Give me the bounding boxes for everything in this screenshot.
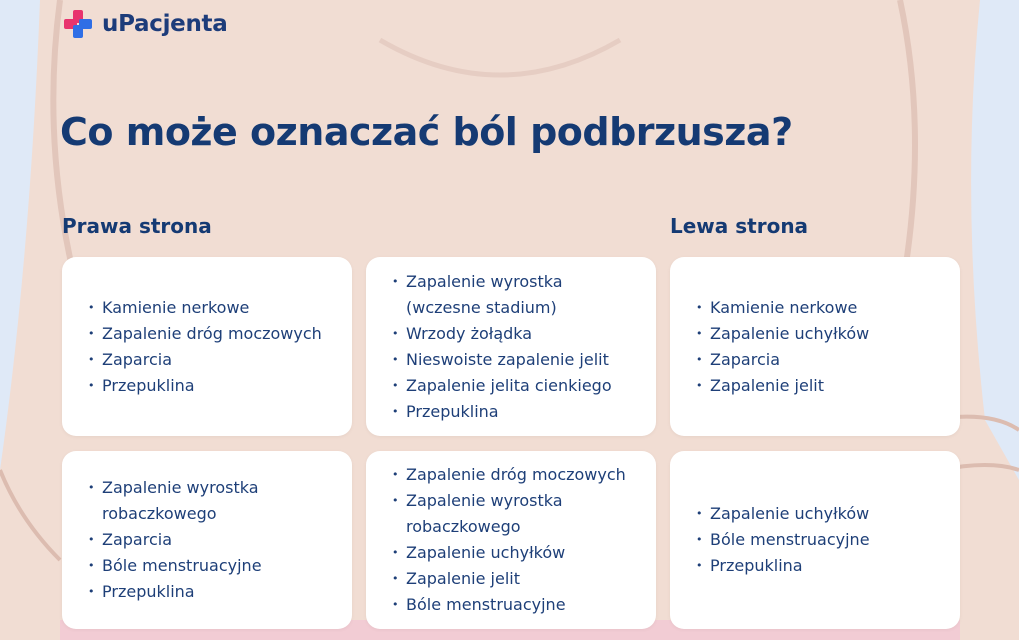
list-item: • Zaparcia bbox=[696, 347, 946, 373]
card-bottom-right-region bbox=[62, 451, 352, 629]
brand-name: uPacjenta bbox=[102, 11, 228, 37]
list-item: • Bóle menstruacyjne bbox=[392, 592, 642, 618]
list-item: • Zapalenie jelit bbox=[696, 373, 946, 399]
list-item: • Kamienie nerkowe bbox=[88, 295, 338, 321]
symptom-list bbox=[392, 462, 642, 618]
list-item: • Wrzody żołądka bbox=[392, 321, 642, 347]
card-top-center-region bbox=[366, 257, 656, 436]
list-item: • Zapalenie jelita cienkiego bbox=[392, 373, 642, 399]
page-title: Co może oznaczać ból podbrzusza? bbox=[60, 110, 793, 154]
list-item: • Zapalenie dróg moczowych bbox=[392, 462, 642, 488]
list-item: • Zaparcia bbox=[88, 347, 338, 373]
medical-cross-icon bbox=[62, 8, 94, 40]
brand-logo[interactable] bbox=[62, 8, 227, 40]
symptom-list bbox=[696, 295, 946, 399]
list-item: • Bóle menstruacyjne bbox=[88, 553, 338, 579]
list-item: • Zapalenie uchyłków bbox=[392, 540, 642, 566]
right-side-label: Prawa strona bbox=[62, 214, 212, 238]
list-item: • Przepuklina bbox=[696, 553, 946, 579]
list-item: • Zapalenie uchyłków bbox=[696, 501, 946, 527]
symptom-list bbox=[88, 295, 338, 399]
list-item: • Zapalenie dróg moczowych bbox=[88, 321, 338, 347]
list-item: • Przepuklina bbox=[88, 373, 338, 399]
card-bottom-left-region bbox=[670, 451, 960, 629]
list-item: • Kamienie nerkowe bbox=[696, 295, 946, 321]
list-item: • Zapalenie wyrostka (wczesne stadium) bbox=[392, 269, 642, 321]
list-item: • Nieswoiste zapalenie jelit bbox=[392, 347, 642, 373]
symptom-list bbox=[392, 269, 642, 425]
card-top-left-region bbox=[670, 257, 960, 436]
left-side-label: Lewa strona bbox=[670, 214, 809, 238]
symptom-list bbox=[696, 501, 946, 579]
symptom-list bbox=[88, 475, 338, 605]
list-item: • Bóle menstruacyjne bbox=[696, 527, 946, 553]
card-bottom-center-region bbox=[366, 451, 656, 629]
list-item: • Zapalenie jelit bbox=[392, 566, 642, 592]
list-item: • Zapalenie wyrostka robaczkowego bbox=[392, 488, 642, 540]
list-item: • Zapalenie uchyłków bbox=[696, 321, 946, 347]
list-item: • Przepuklina bbox=[392, 399, 642, 425]
list-item: • Zaparcia bbox=[88, 527, 338, 553]
list-item: • Zapalenie wyrostka robaczkowego bbox=[88, 475, 338, 527]
list-item: • Przepuklina bbox=[88, 579, 338, 605]
card-top-right-region bbox=[62, 257, 352, 436]
